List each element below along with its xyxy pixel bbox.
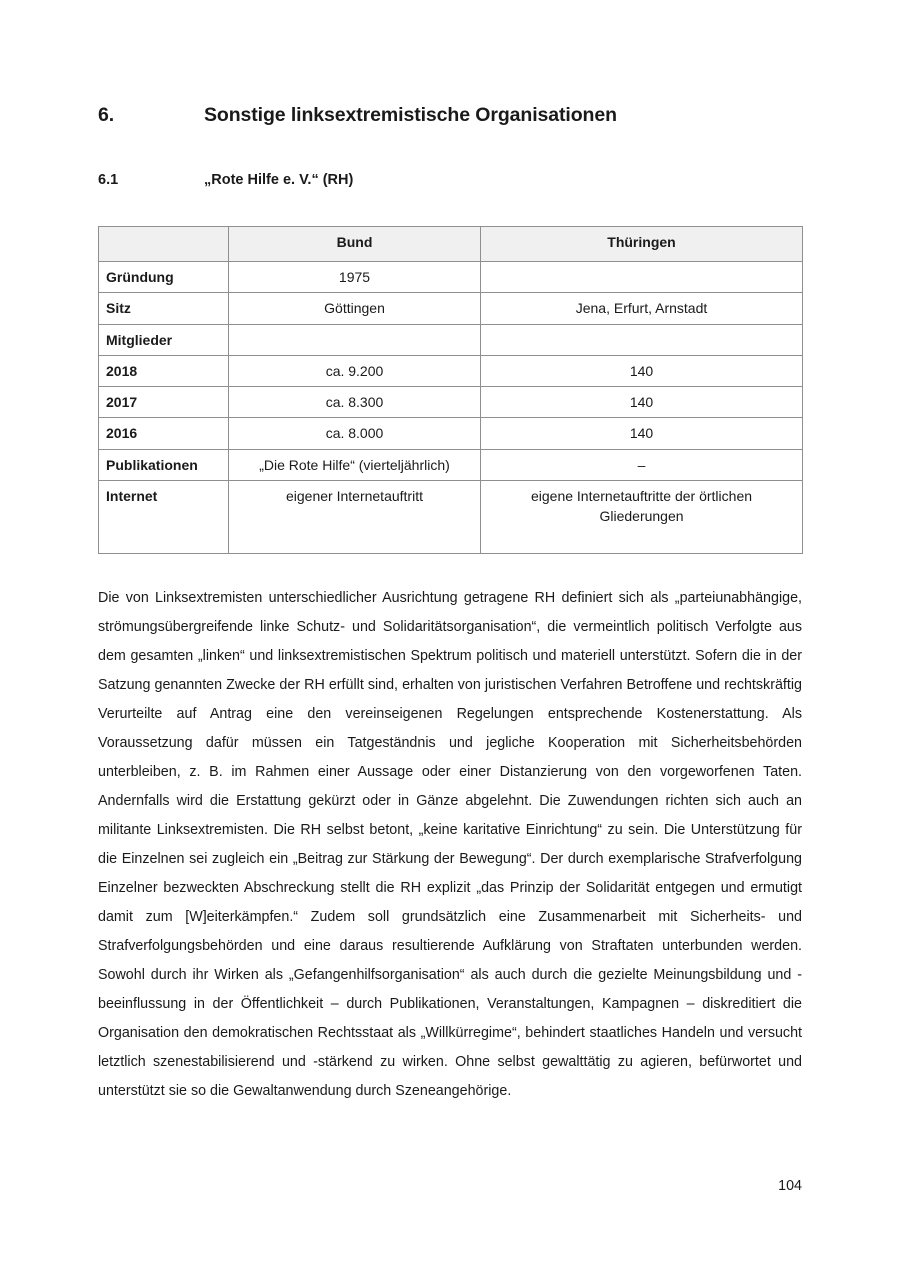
row-label: Mitglieder [99, 324, 229, 355]
row-value-thueringen [481, 262, 803, 293]
table-header-blank [99, 227, 229, 262]
row-label: 2017 [99, 387, 229, 418]
section-number: 6. [98, 104, 115, 126]
row-value-bund: eigener Internetauftritt [229, 481, 481, 554]
row-value-thueringen: – [481, 449, 803, 480]
row-value-bund: 1975 [229, 262, 481, 293]
row-label: 2016 [99, 418, 229, 449]
table-row [99, 324, 803, 355]
body-paragraph: Die von Linksextremisten unterschiedlicher Ausrichtung getragene RH definiert sich als „parteiunabhängige, strömungsübergreifende linke Schutz- und Solidaritätsorganisation“, die vermeintlich politisch Verfolgte aus dem gesamten „linken“ und linksextremistischen Spektrum politisch und materiell unterstützt. Sofern die in der Satzung genannten Zwecke der RH erfüllt sind, erhalten von juristischen Verfahren Betroffene und rechtskräftig Verurteilte auf Antrag eine den vereinseigenen Regelungen entsprechende Kostenerstattung. Als Voraussetzung dafür müssen ein Tatgeständnis und jegliche Kooperation mit Sicherheitsbehörden unterbleiben, z. B. im Rahmen einer Aussage oder einer Distanzierung von den vorgeworfenen Taten. Andernfalls wird die Erstattung gekürzt oder in Gänze abgelehnt. Die Zuwendungen richten sich auch an militante Linksextremisten. Die RH selbst betont, „keine karitative Einrichtung“ zu sein. Die Unterstützung für die Einzelnen sei zugleich ein „Beitrag zur Stärkung der Bewegung“. Der durch exemplarische Strafverfolgung Einzelner bezweckten Abschreckung stellt die RH explizit „das Prinzip der Solidarität entgegen und ermutigt damit zum [W]eiterkämpfen.“ Zudem soll grundsätzlich eine Zusammenarbeit mit Sicherheits- und Strafverfolgungsbehörden und eine daraus resultierende Aufklärung von Straftaten unterbunden werden. Sowohl durch ihr Wirken als „Gefangenhilfsorganisation“ als auch durch die gezielte Meinungsbildung und -beeinflussung in der Öffentlichkeit – durch Publikationen, Veranstaltungen, Kampagnen – diskreditiert die Organisation den demokratischen Rechtsstaat als „Willkürregime“, behindert staatliches Handeln und versucht letztlich szenestabilisierend und -stärkend zu wirken. Ohne selbst gewalttätig zu agieren, befürwortet und unterstützt sie so die Gewaltanwendung durch Szeneangehörige. [98, 589, 802, 1099]
table-header-bund: Bund [229, 227, 481, 262]
row-value-bund: Göttingen [229, 293, 481, 324]
row-value-thueringen [481, 324, 803, 355]
row-value-bund: ca. 9.200 [229, 355, 481, 386]
row-value-thueringen: 140 [481, 355, 803, 386]
row-value-thueringen: 140 [481, 418, 803, 449]
row-value-bund: ca. 8.000 [229, 418, 481, 449]
page-number: 104 [778, 1178, 802, 1194]
table-header-row [99, 227, 803, 262]
row-value-thueringen: Jena, Erfurt, Arnstadt [481, 293, 803, 324]
subsection-title: „Rote Hilfe e. V.“ (RH) [204, 172, 354, 188]
table-header-thueringen: Thüringen [481, 227, 803, 262]
table-row [99, 418, 803, 449]
row-value-thueringen: eigene Internetauftritte der örtlichen Gliederungen [481, 481, 803, 554]
row-label: Gründung [99, 262, 229, 293]
row-label: 2018 [99, 355, 229, 386]
row-value-bund: ca. 8.300 [229, 387, 481, 418]
row-value-bund: „Die Rote Hilfe“ (vierteljährlich) [229, 449, 481, 480]
subsection-number: 6.1 [98, 172, 119, 188]
table-row [99, 355, 803, 386]
section-title: Sonstige linksextremistische Organisationen [204, 104, 617, 126]
row-label: Internet [99, 481, 229, 554]
table-row [99, 449, 803, 480]
body-text-block [98, 584, 802, 1106]
table-row [99, 262, 803, 293]
row-label: Sitz [99, 293, 229, 324]
table-row [99, 481, 803, 554]
subsection-heading [98, 172, 802, 188]
table-row [99, 387, 803, 418]
organisation-facts-table [98, 226, 803, 554]
section-heading [98, 104, 802, 127]
row-label: Publikationen [99, 449, 229, 480]
table-body [99, 262, 803, 554]
row-value-bund [229, 324, 481, 355]
table-row [99, 293, 803, 324]
row-value-thueringen: 140 [481, 387, 803, 418]
